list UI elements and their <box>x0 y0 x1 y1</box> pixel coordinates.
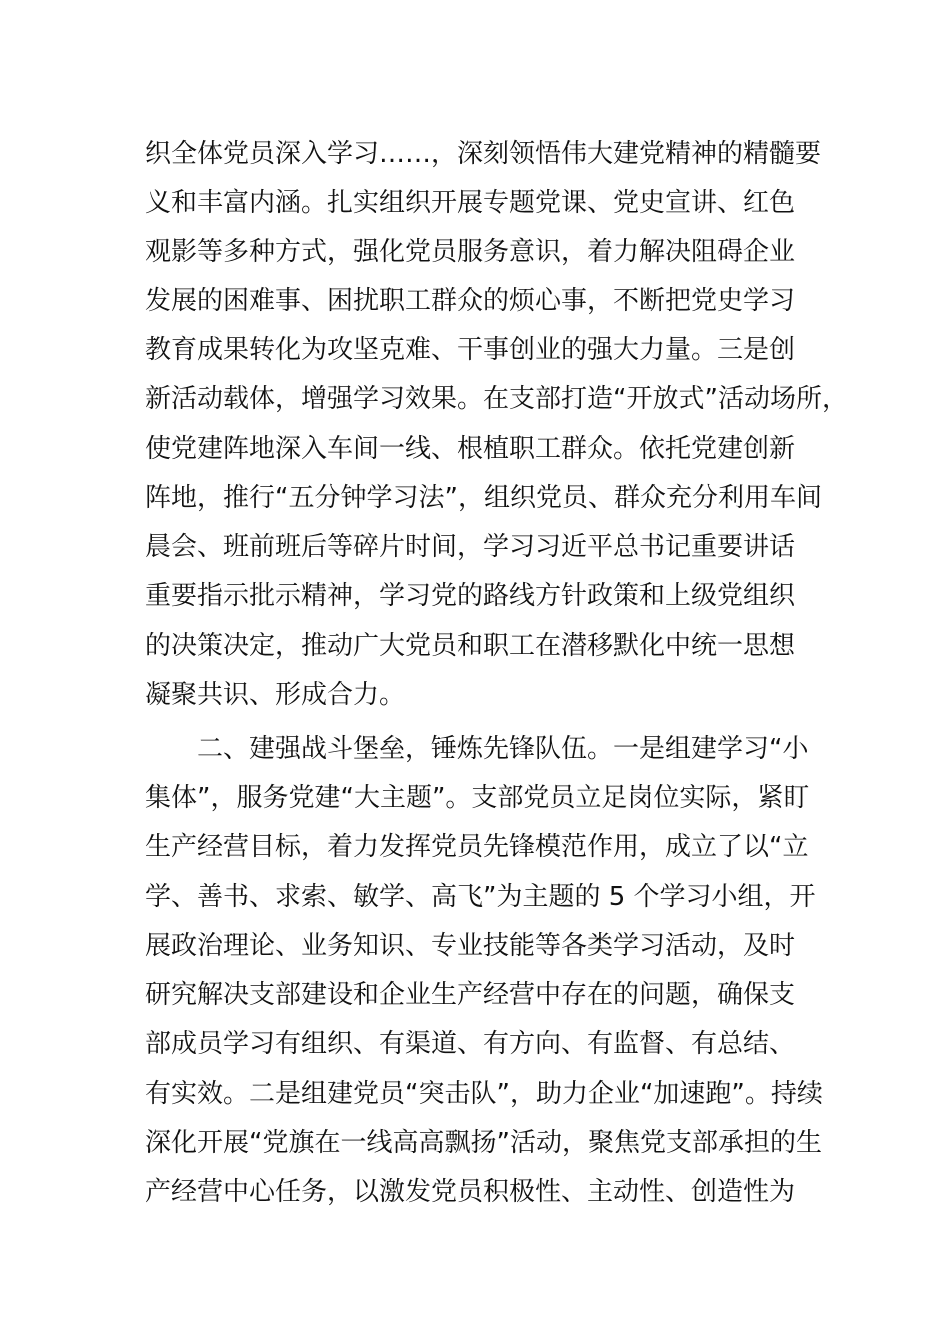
text-line: 凝聚共识、形成合力。 <box>145 680 406 710</box>
text-line: 使党建阵地深入车间一线、根植职工群众。依托党建创新 <box>145 434 796 464</box>
text-line: 生产经营目标，着力发挥党员先锋模范作用，成立了以“立 <box>145 832 809 862</box>
text-line: 新活动载体，增强学习效果。在支部打造“开放式”活动场所， <box>145 384 848 414</box>
text-line: 义和丰富内涵。扎实组织开展专题党课、党史宣讲、红色 <box>145 188 796 218</box>
text-line: 产经营中心任务，以激发党员积极性、主动性、创造性为 <box>145 1177 796 1207</box>
text-line: 有实效。二是组建党员“突击队”，助力企业“加速跑”。持续 <box>145 1079 823 1109</box>
text-line: 发展的困难事、困扰职工群众的烦心事，不断把党史学习 <box>145 286 796 316</box>
text-line: 重要指示批示精神，学习党的路线方针政策和上级党组织 <box>145 581 796 611</box>
text-line: 教育成果转化为攻坚克难、干事创业的强大力量。三是创 <box>145 335 796 365</box>
text-line: 集体”，服务党建“大主题”。支部党员立足岗位实际，紧盯 <box>145 783 810 813</box>
text-line: 学、善书、求索、敏学、高飞”为主题的 5 个学习小组，开 <box>145 882 816 912</box>
text-line: 织全体党员深入学习……，深刻领悟伟大建党精神的精髓要 <box>145 139 822 169</box>
text-line: 观影等多种方式，强化党员服务意识，着力解决阻碍企业 <box>145 237 796 267</box>
text-line: 展政治理论、业务知识、专业技能等各类学习活动，及时 <box>145 931 796 961</box>
text-line: 的决策决定，推动广大党员和职工在潜移默化中统一思想 <box>145 631 796 661</box>
text-line: 部成员学习有组织、有渠道、有方向、有监督、有总结、 <box>145 1029 796 1059</box>
text-line: 晨会、班前班后等碎片时间，学习习近平总书记重要讲话 <box>145 532 796 562</box>
paragraph-first-line: 二、建强战斗堡垒，锤炼先锋队伍。一是组建学习“小 <box>197 734 809 764</box>
text-line: 深化开展“党旗在一线高高飘扬”活动，聚焦党支部承担的生 <box>145 1128 822 1158</box>
text-line: 研究解决支部建设和企业生产经营中存在的问题，确保支 <box>145 980 796 1010</box>
text-line: 阵地，推行“五分钟学习法”，组织党员、群众充分利用车间 <box>145 483 822 513</box>
